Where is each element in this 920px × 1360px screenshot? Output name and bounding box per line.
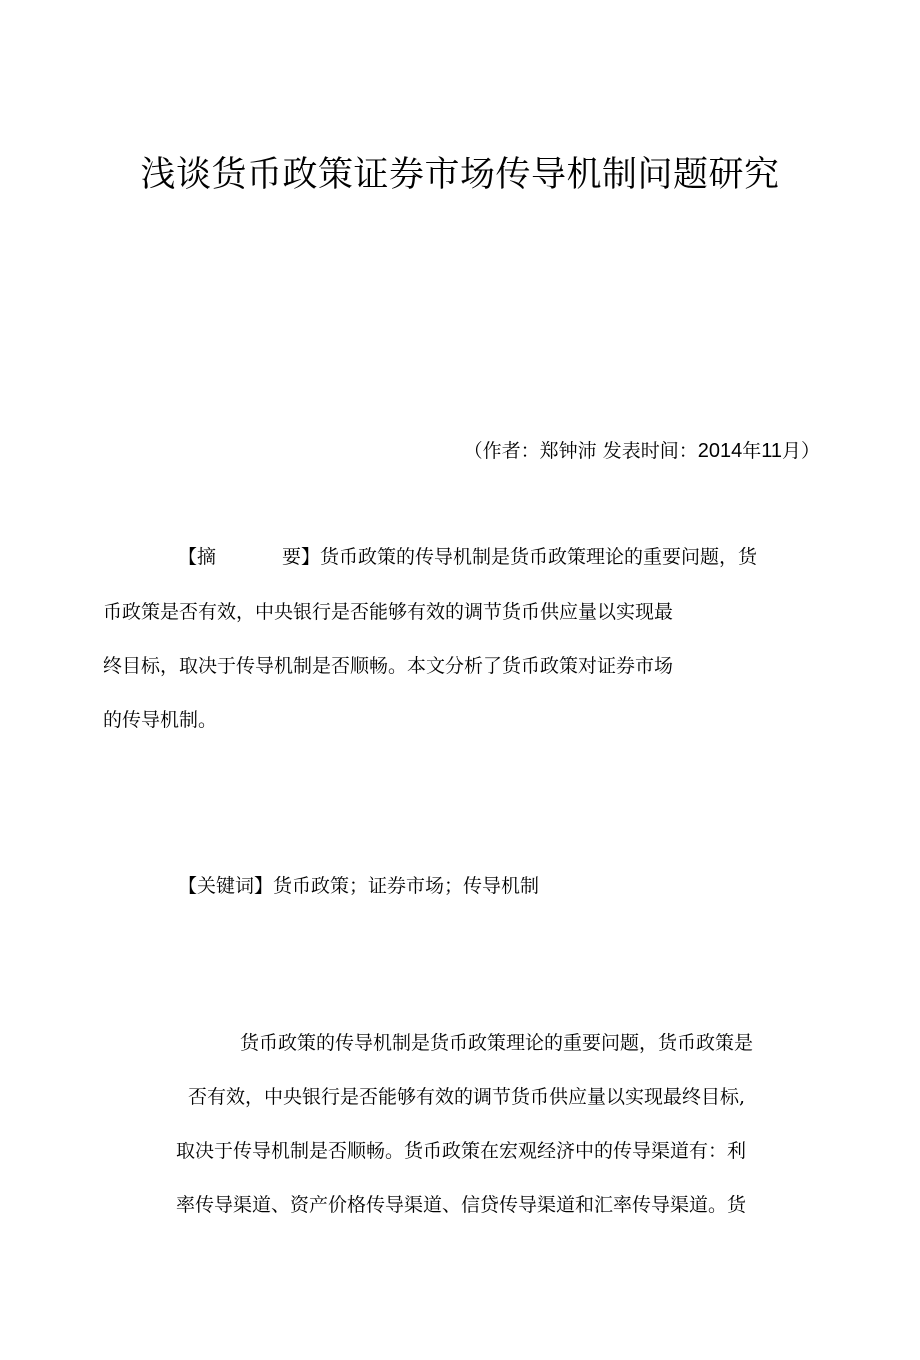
abstract-label-open: 【摘 [178, 546, 217, 568]
abstract-line-3: 终目标，取决于传导机制是否顺畅。本文分析了货币政策对证券市场 [103, 655, 674, 677]
abstract-line-1 [178, 542, 757, 572]
abstract-label-close: 要】 [282, 546, 321, 568]
publish-year: 2014 [697, 440, 743, 462]
body-line-1: 货币政策的传导机制是货币政策理论的重要问题，货币政策是 [240, 1032, 754, 1054]
abstract-line-4: 的传导机制。 [103, 709, 218, 731]
author-meta-close: 月） [781, 440, 820, 462]
body-line-3: 取决于传导机制是否顺畅。货币政策在宏观经济中的传导渠道有：利 [176, 1140, 747, 1162]
abstract-text: 货币政策的传导机制是货币政策理论的重要问题，货 [320, 546, 758, 568]
keywords-text: 货币政策；证券市场；传导机制 [273, 875, 540, 897]
abstract-line-2: 币政策是否有效，中央银行是否能够有效的调节货币供应量以实现最 [103, 601, 674, 623]
keywords [178, 871, 539, 901]
body-line-4: 率传导渠道、资产价格传导渠道、信贷传导渠道和汇率传导渠道。货 [176, 1194, 747, 1216]
author-meta [464, 436, 820, 466]
publish-year-suffix: 年 [742, 440, 762, 462]
keywords-label: 【关键词】 [178, 875, 274, 897]
author-meta-open: （作者：郑钟沛 发表时间： [463, 440, 698, 462]
paper-title: 浅谈货币政策证券市场传导机制问题研究 [140, 155, 780, 195]
publish-month: 11 [761, 440, 782, 462]
body-line-2: 否有效，中央银行是否能够有效的调节货币供应量以实现最终目标, [188, 1086, 746, 1108]
